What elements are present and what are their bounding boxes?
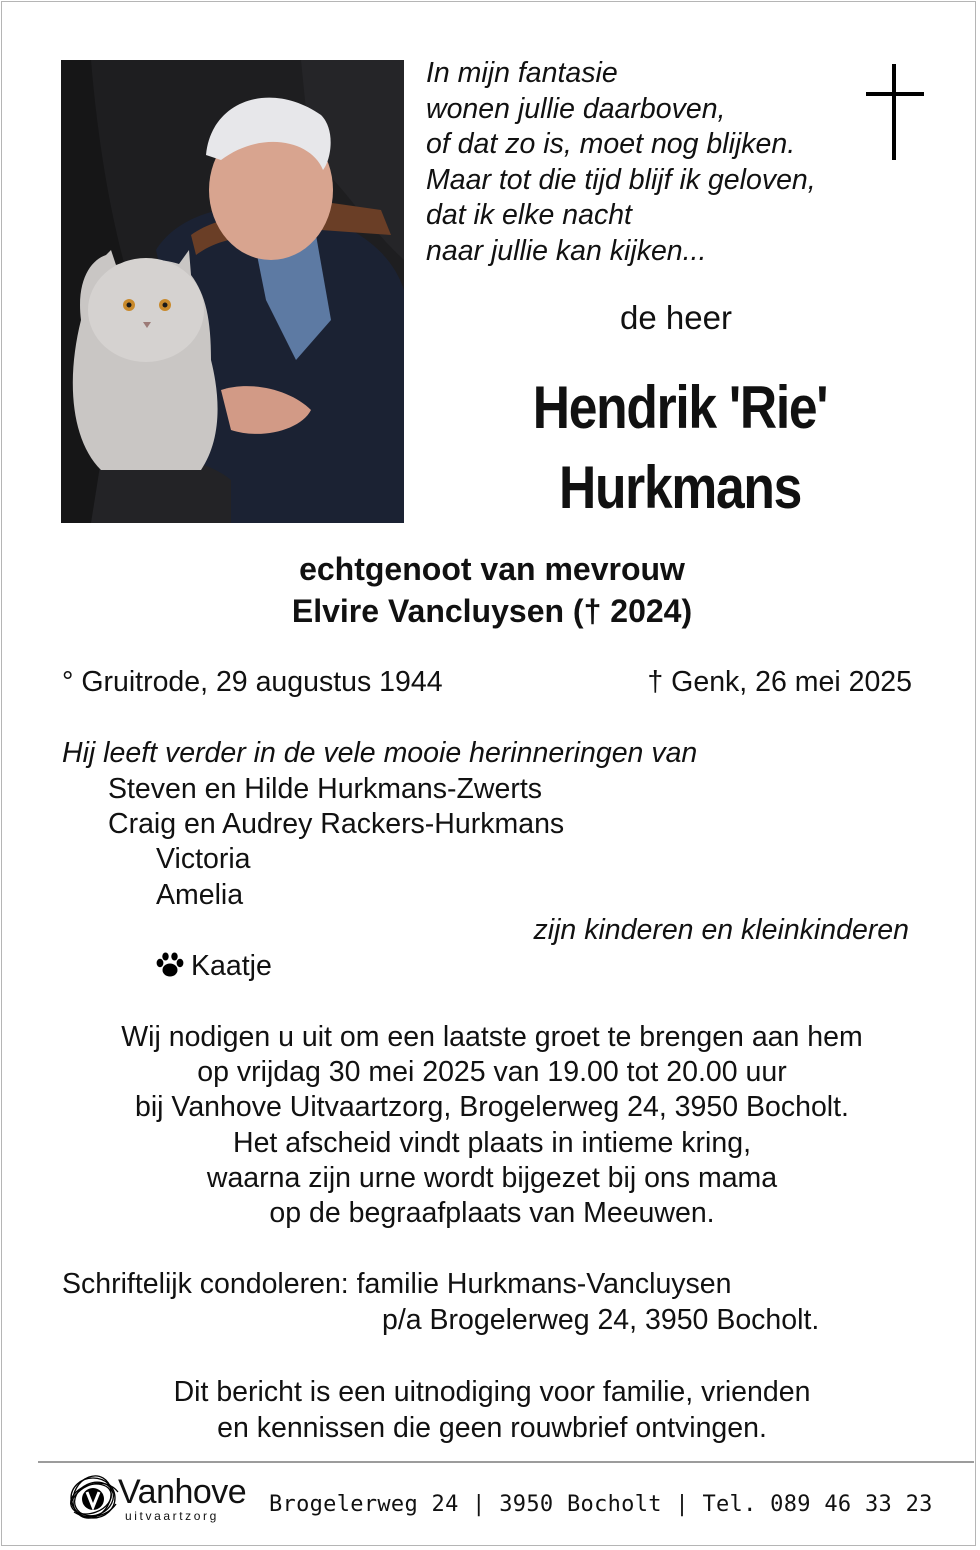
divider	[38, 1461, 974, 1463]
condolence-address: p/a Brogelerweg 24, 3950 Bocholt.	[382, 1304, 820, 1336]
notice-line: en kennissen die geen rouwbrief ontvingen.	[217, 1411, 767, 1444]
name-line-last: Hurkmans	[558, 454, 802, 521]
poem-line: wonen jullie daarboven,	[426, 92, 726, 125]
invitation	[2, 1020, 980, 1231]
invitation-line: Wij nodigen u uit om een laatste groet te brengen aan hem	[121, 1021, 863, 1053]
vanhove-logo-icon	[66, 1472, 122, 1524]
invitation-line: op de begraafplaats van Meeuwen.	[269, 1197, 715, 1230]
poem-line: In mijn fantasie	[426, 57, 618, 89]
deceased-name	[462, 368, 899, 528]
notice-line: Dit bericht is een uitnodiging voor familie, vrienden	[173, 1376, 811, 1408]
poem-line: of dat zo is, moet nog blijken.	[426, 128, 796, 160]
poem-line: Maar tot die tijd blijf ik geloven,	[426, 163, 816, 196]
family-intro: Hij leeft verder in de vele mooie herinneringen van	[62, 737, 698, 769]
spouse-name: Elvire Vancluysen († 2024)	[291, 593, 693, 629]
brand-subtitle: uitvaartzorg	[125, 1509, 219, 1523]
family-relation: zijn kinderen en kleinkinderen	[533, 914, 909, 946]
family-member: Craig en Audrey Rackers-Hurkmans	[108, 808, 565, 840]
paw-icon	[155, 952, 185, 978]
invitation-line: bij Vanhove Uitvaartzorg, Brogelerweg 24, 3950 Bocholt.	[135, 1091, 849, 1124]
spouse-line: echtgenoot van mevrouw	[299, 551, 685, 587]
footer-contact: Brogelerweg 24 | 3950 Bocholt | Tel. 089 46 33 23	[269, 1492, 933, 1517]
poem-line: dat ik elke nacht	[426, 199, 632, 231]
invitation-line: waarna zijn urne wordt bijgezet bij ons mama	[206, 1161, 778, 1194]
name-line-first: Hendrik 'Rie'	[532, 374, 828, 441]
pet-entry	[155, 949, 272, 985]
brand-name: Vanhove	[118, 1473, 247, 1511]
honorific: de heer	[620, 299, 732, 336]
spouse-info	[2, 548, 980, 632]
death-info: † Genk, 26 mei 2025	[647, 666, 912, 698]
pet-name: Kaatje	[191, 950, 272, 982]
poem-line: naar jullie kan kijken...	[426, 234, 707, 267]
poem	[426, 56, 866, 269]
obituary-card	[1, 1, 976, 1546]
family-member: Steven en Hilde Hurkmans-Zwerts	[108, 773, 542, 805]
cross-icon	[866, 64, 924, 160]
invitation-line: op vrijdag 30 mei 2025 van 19.00 tot 20.00 uur	[197, 1056, 787, 1089]
family-member: Victoria	[156, 843, 251, 875]
family-member: Amelia	[156, 879, 244, 911]
notice	[2, 1375, 980, 1446]
invitation-line: Het afscheid vindt plaats in intieme kring,	[232, 1126, 751, 1159]
condolence-line: Schriftelijk condoleren: familie Hurkmans-Vancluysen	[62, 1268, 732, 1300]
portrait-photo	[61, 60, 404, 523]
birth-info: ° Gruitrode, 29 augustus 1944	[62, 666, 443, 698]
